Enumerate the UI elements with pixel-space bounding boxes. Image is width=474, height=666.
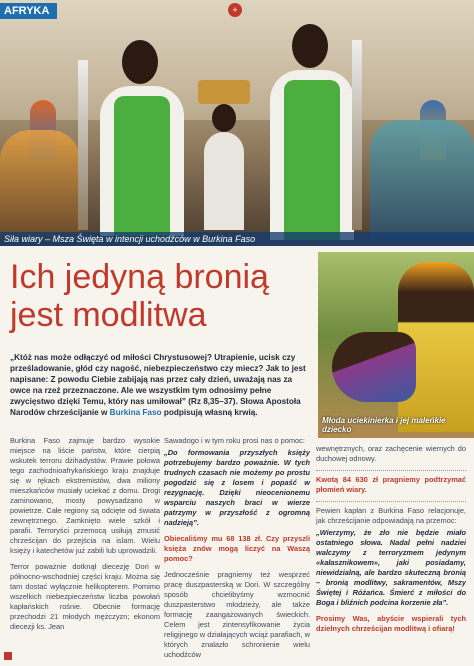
cross-logo-icon: +	[228, 3, 242, 17]
paragraph: Jednocześnie pragniemy też wesprzeć pracę duszpasterską w Dori. W szczególny sposób chcielibyśmy wzmocnić duszpasterstwo młodzieży, ale także formację zaangażowanych świeckich. Celem jest zintensyfikowanie życia religijnego w działających wciąż parafiach, w których znalazło schronienie wielu uchodźców	[164, 570, 310, 659]
candle-right	[352, 40, 362, 230]
donation-ask: Kwotą 84 630 zł pragniemy podtrzymać płomień wiary.	[316, 475, 466, 494]
column-1	[10, 436, 160, 638]
refugee-photo	[318, 252, 474, 438]
title-line-2: jest modlitwa	[10, 296, 207, 334]
column-2	[164, 436, 310, 666]
paragraph: Burkina Faso zajmuje bardzo wysokie miejsce na liście państw, które cierpią wskutek terroru dżihadystów. Prawie połowa tego zachodnioafrykańskiego kraju znajduje się w rękach ekstremistów, dwa miliony mieszkańców musiały uciekać z domu. Drogi zaminowano, mosty powysadzano w powietrze. Całe regiony są odcięte od świata zewnętrznego. Zamknięto wiele szkół i parafii. Terroryści przemocą usiłują zmusić chrześcijan do przejścia na islam. Wielu księży i katechetów już zabili lub uprowadzili.	[10, 436, 160, 555]
congregation-left	[0, 130, 80, 240]
article-lead	[10, 352, 310, 418]
paragraph: Sawadogo i w tym roku prosi nas o pomoc:	[164, 436, 305, 445]
child-figure	[332, 332, 416, 402]
offering-bearer	[200, 80, 248, 230]
congregation-right	[370, 120, 474, 240]
candle-left	[78, 60, 88, 230]
hero-caption: Siła wiary – Msza Święta w intencji uchodźców w Burkina Faso	[0, 232, 474, 246]
paragraph: Terror poważnie dotknął diecezję Dori w północno-wschodniej części kraju. Można się tam dostać wyłącznie helikopterem. Pomimo wszelkich niebezpieczeństw liczba powołań kapłańskich rośnie. Obecnie formację przechodzi 21 młodych mężczyzn; ekonom diecezji ks. Jean	[10, 562, 160, 631]
divider	[316, 501, 466, 502]
column-3	[316, 444, 466, 640]
divider	[316, 470, 466, 471]
altar-server-left	[92, 40, 192, 240]
photo-caption: Młoda uciekinierka i jej maleńkie dziecko	[322, 416, 446, 434]
paragraph: Pewien kapłan z Burkina Faso relacjonuje, jak chrześcijanie odpowiadają na przemoc:	[316, 506, 466, 525]
lead-text: „Któż nas może odłączyć od miłości Chrystusowej? Utrapienie, ucisk czy prześladowanie, głód czy nagość, niebezpieczeństwo czy miecz? Jak to jest napisane: Z powodu Ciebie zabijają nas przez cały dzień, uważają nas za owce na rzeź przeznaczone. Ale we wszystkim tym odnosimy pełne zwycięstwo dzięki Temu, który nas umiłował” (Rz 8,35–37). Słowa Apostoła Narodów chrześcijanie w	[10, 353, 306, 417]
title-line-1: Ich jedyną bronią	[10, 258, 269, 296]
closing-appeal: Prosimy Was, abyście wspierali tych dzielnych chrześcijan modlitwą i ofiarą!	[316, 614, 466, 633]
priest-quote: „Do formowania przyszłych księży potrzebujemy bardzo poważnie. W tych trudnych czasach nie możemy po prostu pogodzić się z losem i popaść w rezygnację. Dzięki nieocenionemu wsparciu naszych braci w wierze patrzymy w przyszłość z ogromną nadzieją”.	[164, 448, 310, 527]
article-title	[10, 258, 310, 334]
hero-photo	[0, 0, 474, 246]
lead-country: Burkina Faso	[109, 408, 162, 417]
lead-end: podpisują własną krwią.	[163, 408, 258, 417]
priest-quote: „Wierzymy, że zło nie będzie miało ostatniego słowa. Nadal pełni nadziei walczymy z terroryzmem jedynym «kałasznikowem», jaki posiadamy, niewidzialną, ale bardzo skuteczną bronią – bronią modlitwy, sakramentów, Mszy Świętej i Różańca. Śmierć z miłości do Boga i bliźnich podcina korzenie zła”.	[316, 528, 466, 607]
page-marker-icon	[4, 652, 12, 660]
paragraph: wewnętrznych, oraz zachęcenie wiernych do duchowej odnowy.	[316, 444, 466, 463]
donation-ask: Obiecaliśmy mu 68 138 zł. Czy przyszli księża znów mogą liczyć na Waszą pomoc?	[164, 534, 310, 563]
altar-server-right	[262, 24, 362, 240]
section-tag: AFRYKA	[0, 3, 57, 19]
